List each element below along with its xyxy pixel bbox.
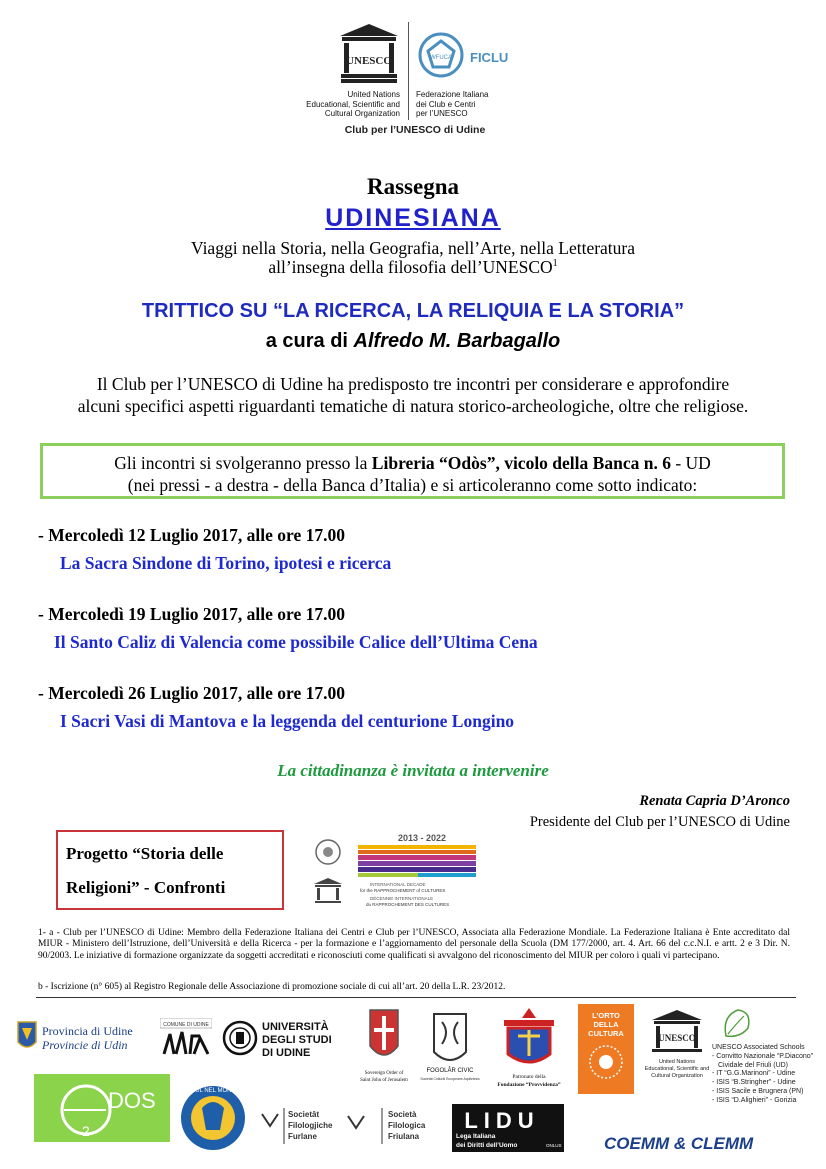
svg-text:L’ORTO: L’ORTO xyxy=(592,1011,620,1020)
svg-text:Societât: Societât xyxy=(288,1110,320,1119)
event-date-1: - Mercoledì 12 Luglio 2017, alle ore 17.00 xyxy=(38,525,346,545)
odos-logo xyxy=(34,1074,170,1142)
svg-text:DELLA: DELLA xyxy=(593,1020,619,1029)
event-topic-1: La Sacra Sindone di Torino, ipotesi e ricerca xyxy=(60,553,392,573)
project-box xyxy=(56,830,284,910)
event-topic-2: Il Santo Caliz di Valencia come possibile Calice dell’Ultima Cena xyxy=(54,632,538,652)
svg-text:Lega Italiana: Lega Italiana xyxy=(456,1133,496,1140)
svg-text:Filologjiche: Filologjiche xyxy=(288,1121,333,1130)
svg-text:Società: Società xyxy=(388,1110,417,1119)
project-line-1: Progetto “Storia delle xyxy=(66,844,224,863)
svg-text:DEGLI STUDI: DEGLI STUDI xyxy=(262,1034,332,1046)
societa-filologica-logo xyxy=(340,1106,444,1146)
svg-text:COMUNE DI UDINE: COMUNE DI UDINE xyxy=(163,1022,209,1028)
svg-text:DOS: DOS xyxy=(108,1088,156,1113)
venue-box xyxy=(40,443,785,499)
svg-text:United Nations: United Nations xyxy=(658,1059,696,1065)
svg-text:COEMM & CLEMM: COEMM & CLEMM xyxy=(604,1134,754,1153)
project-line-2: Religioni” - Confronti xyxy=(66,878,226,897)
coemm-clemm-logo xyxy=(604,1132,774,1154)
provincia-udine-logo xyxy=(14,1018,144,1058)
trittico-heading: TRITTICO SU “LA RICERCA, LA RELIQUIA E LA STORIA” xyxy=(141,300,685,322)
venue-line-2: (nei pressi - a destra - della Banca d’Italia) e si articoleranno come sotto indicato: xyxy=(127,475,698,495)
leaf-icon xyxy=(718,1006,758,1040)
invitation-text: La cittadinanza è invitata a intervenire xyxy=(277,761,549,780)
unesco-associated-schools: UNESCO Associated Schools - Convitto Nazionale “P.Diacono” Cividale del Friuli (UD) - IT “G.G.Marinoni” - Udine - ISIS “B.Stringher” - Udine - ISIS Sacile e Brugnera (PN) - ISIS “D.Alighieri” - Gorizia xyxy=(706,1006,822,1106)
svg-text:2: 2 xyxy=(82,1123,90,1139)
unesco-organization-logo xyxy=(640,1008,714,1086)
decade-rapprochement-logo xyxy=(310,830,602,910)
svg-text:DI UDINE: DI UDINE xyxy=(262,1047,311,1059)
universita-udine-logo xyxy=(222,1016,346,1062)
footnote-2: b - Iscrizione (n° 605) al Registro Regionale delle Associazione di promozione sociale di cui all’art. 20 della L.R. 23/2012. xyxy=(38,982,506,992)
subtitle-line-2: all’insegna della filosofia dell’UNESCO$^1$ xyxy=(268,257,558,277)
footnote-ref: 1 xyxy=(552,258,558,270)
unesco-temple-logo xyxy=(338,22,400,84)
orto-della-cultura-logo xyxy=(578,1004,634,1094)
svg-text:Cultural Organization: Cultural Organization xyxy=(651,1073,703,1079)
federation-text: Federazione Italiana dei Club e Centri per l’UNESCO xyxy=(416,90,489,118)
ficlu-name: FICLU xyxy=(470,50,509,65)
svg-text:DÉCENNIE INTERNATIONALE: DÉCENNIE INTERNATIONALE xyxy=(370,896,434,901)
subtitle-line-1: Viaggi nella Storia, nella Geografia, nell’Arte, nella Letteratura xyxy=(190,238,636,258)
svg-text:Societât Culturâl Europeane Aq: Societât Culturâl Europeane Aquileiesis xyxy=(420,1077,480,1081)
sovereign-order-logo xyxy=(356,1006,412,1086)
svg-text:Provincie di Udin: Provincie di Udin xyxy=(42,1038,128,1052)
header-divider xyxy=(408,22,409,120)
event-date-3: - Mercoledì 26 Luglio 2017, alle ore 17.00 xyxy=(38,683,346,703)
udinesiana-title: UDINESIANA xyxy=(325,204,501,232)
svg-text:ONLUS: ONLUS xyxy=(546,1143,562,1148)
curator-name: Alfredo M. Barbagallo xyxy=(353,330,561,352)
footnote-1: 1- a - Club per l’UNESCO di Udine: Membro della Federazione Italiana dei Centri e Club per l’UNESCO, Associata alla Federazione Mondiale. La Federazione Italiana è Ente accreditato dal MIUR - Ministero dell’Istruzione, dell’Università e della Ricerca - per la formazione e l’aggiornamento del personale della Scuola (DM 177/2000, art. 4. Art. 66 del c.c.N.I. e artt. 2 e 3 Dir. N. 90/2003. Le iniziative di formazione organizzate da soggetti accreditati e riconosciuti come qualificati si avvalgono del riconoscimento del MIUR per coloro i quali vi partecipano. xyxy=(38,928,790,961)
svg-text:Educational, Scientific and: Educational, Scientific and xyxy=(644,1066,710,1072)
ficlu-seal-logo xyxy=(418,32,464,78)
svg-text:Sovereign Order of: Sovereign Order of xyxy=(364,1071,404,1076)
footer-divider xyxy=(36,997,796,998)
svg-text:WFUCA: WFUCA xyxy=(430,55,452,61)
signer-name: Renata Capria D’Aronco xyxy=(639,793,790,809)
club-name: Club per l’UNESCO di Udine xyxy=(344,124,486,136)
societat-filologjiche-logo xyxy=(258,1106,336,1146)
lidu-logo xyxy=(452,1104,564,1152)
svg-text:du RAPPROCHEMENT DES CULTURES: du RAPPROCHEMENT DES CULTURES xyxy=(366,902,450,907)
svg-text:2013 - 2022: 2013 - 2022 xyxy=(398,833,447,843)
svg-text:dei Diritti dell’Uomo: dei Diritti dell’Uomo xyxy=(456,1142,518,1149)
signer-role: Presidente del Club per l’UNESCO di Udine xyxy=(529,814,790,830)
svg-text:UNESCO: UNESCO xyxy=(658,1033,696,1043)
curator-line: a cura di Alfredo M. Barbagallo xyxy=(265,330,561,352)
venue-line-1: Gli incontri si svolgeranno presso la Libreria “Odòs”, vicolo della Banca n. 6 - UD xyxy=(114,453,711,473)
intro-line-1: Il Club per l’UNESCO di Udine ha predisposto tre incontri per considerare e approfondire xyxy=(96,374,730,394)
svg-text:CULTURA: CULTURA xyxy=(588,1029,624,1038)
svg-text:FRIUL NEL MONDO: FRIUL NEL MONDO xyxy=(185,1088,241,1094)
svg-text:Provincia di Udine: Provincia di Udine xyxy=(42,1024,133,1038)
svg-text:Friulana: Friulana xyxy=(388,1132,420,1141)
svg-text:Patronato della: Patronato della xyxy=(512,1074,546,1080)
event-topic-3: I Sacri Vasi di Mantova e la leggenda del centurione Longino xyxy=(60,711,515,731)
svg-text:Fondazione “Provvidenza”: Fondazione “Provvidenza” xyxy=(497,1082,561,1088)
comune-udine-logo xyxy=(160,1018,212,1058)
svg-text:Filologica: Filologica xyxy=(388,1121,426,1130)
fogolar-civic-logo xyxy=(420,1008,480,1088)
intro-line-2: alcuni specifici aspetti riguardanti tematiche di natura storico-archeologiche, oltre che religiose. xyxy=(77,396,749,416)
unesco-mini-icon xyxy=(314,878,342,884)
friul-nel-mondo-logo xyxy=(180,1078,246,1154)
un-organization-text: United Nations Educational, Scientific and Cultural Organization xyxy=(306,90,400,118)
svg-text:LIDU: LIDU xyxy=(464,1108,540,1133)
svg-text:Furlane: Furlane xyxy=(288,1132,317,1141)
event-date-2: - Mercoledì 19 Luglio 2017, alle ore 17.00 xyxy=(38,604,346,624)
svg-text:for the RAPPROCHEMENT of CULTU: for the RAPPROCHEMENT of CULTURES xyxy=(360,888,446,893)
rassegna-heading: Rassegna xyxy=(366,174,459,199)
svg-text:FOGOLÂR CIVIC: FOGOLÂR CIVIC xyxy=(426,1068,474,1074)
svg-text:INTERNATIONAL DECADE: INTERNATIONAL DECADE xyxy=(370,882,426,887)
svg-text:UNIVERSITÀ: UNIVERSITÀ xyxy=(262,1021,329,1033)
svg-text:Saint John of Jerusalem: Saint John of Jerusalem xyxy=(360,1078,408,1083)
fondazione-provvidenza-logo xyxy=(494,1006,564,1090)
svg-text:UNESCO: UNESCO xyxy=(346,55,392,67)
